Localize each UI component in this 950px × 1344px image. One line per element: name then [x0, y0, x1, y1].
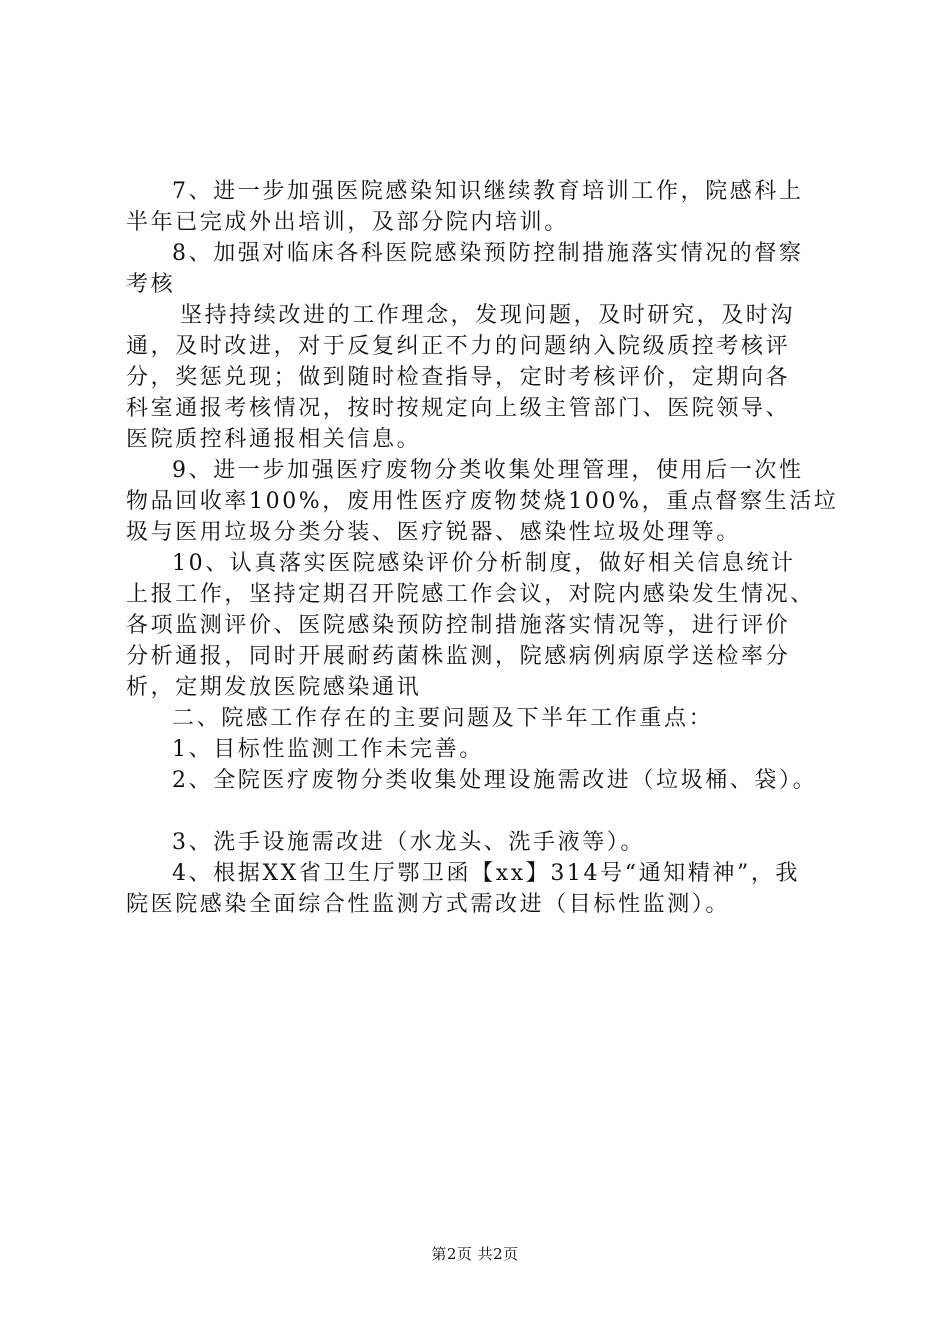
paragraph-10-line-1: 10、认真落实医院感染评价分析制度，做好相关信息统计 [172, 551, 796, 576]
section-2-heading: 二、院感工作存在的主要问题及下半年工作重点： [172, 706, 714, 731]
issue-2: 2、全院医疗废物分类收集处理设施需改进（垃圾桶、袋）。 [172, 768, 818, 793]
paragraph-9-line-1: 9、进一步加强医疗废物分类收集处理管理，使用后一次性 [172, 458, 804, 483]
paragraph-7-line-1: 7、进一步加强医院感染知识继续教育培训工作，院感科上 [172, 179, 804, 204]
issue-1: 1、目标性监测工作未完善。 [172, 737, 484, 762]
paragraph-10-line-4: 分析通报，同时开展耐药菌株监测，院感病例病原学送检率分 [126, 644, 791, 669]
paragraph-9-line-3: 圾与医用垃圾分类分装、医疗锐器、感染性垃圾处理等。 [126, 520, 742, 545]
issue-4-line-2: 院医院感染全面综合性监测方式需改进（目标性监测）。 [126, 892, 731, 917]
page-number-footer: 第2页 共2页 [431, 1245, 519, 1263]
paragraph-8-line-2: 考核 [126, 272, 176, 297]
paragraph-8b-line-5: 医院质控科通报相关信息。 [126, 427, 422, 452]
paragraph-10-line-2: 上报工作，坚持定期召开院感工作会议，对院内感染发生情况、 [126, 582, 815, 607]
paragraph-8b-line-4: 科室通报考核情况，按时按规定向上级主管部门、医院领导、 [126, 396, 791, 421]
paragraph-8b-line-1: 坚持持续改进的工作理念，发现问题，及时研究，及时沟 [180, 303, 796, 328]
paragraph-9-line-2: 物品回收率100%，废用性医疗废物焚烧100%，重点督察生活垃 [126, 489, 839, 514]
issue-4-line-1: 4、根据XX省卫生厅鄂卫函【xx】314号“通知精神”，我 [172, 861, 801, 886]
issue-3: 3、洗手设施需改进（水龙头、洗手液等）。 [172, 830, 645, 855]
paragraph-7-line-2: 半年已完成外出培训，及部分院内培训。 [126, 210, 569, 235]
paragraph-10-line-5: 析，定期发放医院感染通讯 [126, 675, 422, 700]
paragraph-8b-line-3: 分，奖惩兑现；做到随时检查指导，定时考核评价，定期向各 [126, 365, 791, 390]
paragraph-10-line-3: 各项监测评价、医院感染预防控制措施落实情况等，进行评价 [126, 613, 791, 638]
paragraph-8b-line-2: 通，及时改进，对于反复纠正不力的问题纳入院级质控考核评 [126, 334, 791, 359]
paragraph-8-line-1: 8、加强对临床各科医院感染预防控制措施落实情况的督察 [172, 241, 804, 266]
